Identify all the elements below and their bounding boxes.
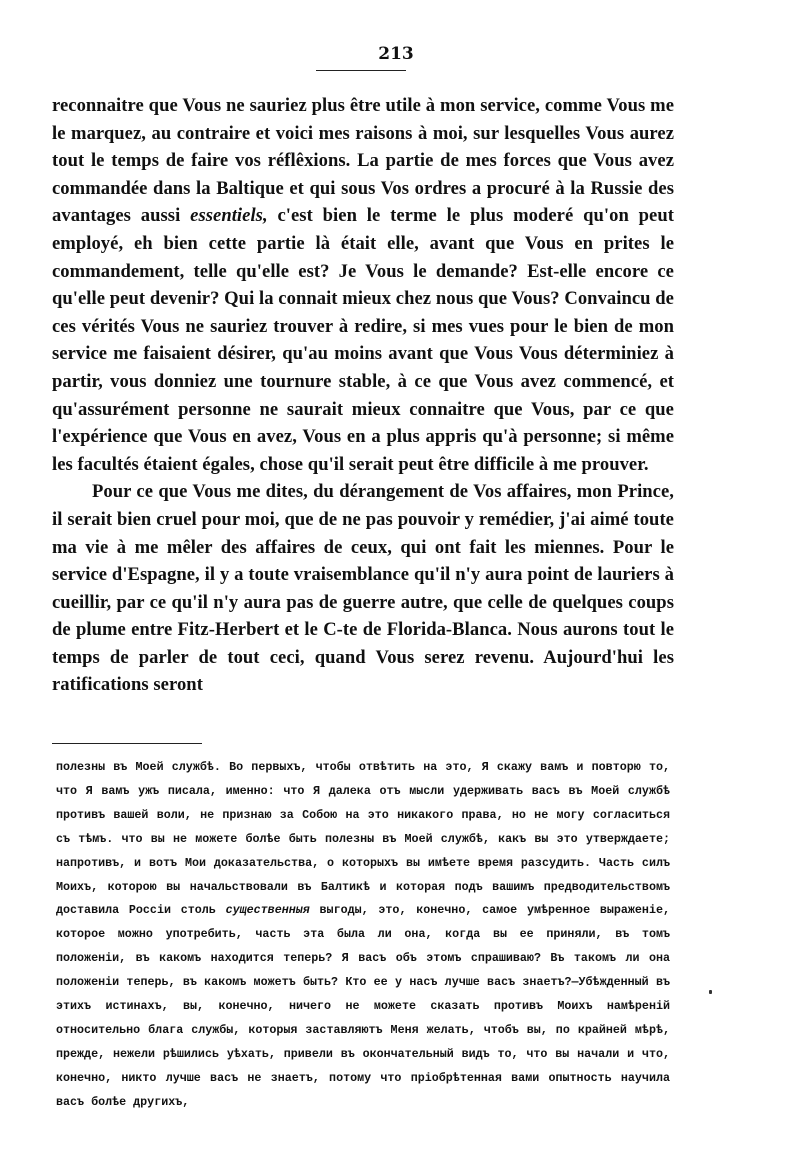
page-number: 213 xyxy=(378,44,414,64)
main-text xyxy=(52,92,674,699)
ink-speck xyxy=(709,990,712,994)
footnote-part-a: полезны въ Моей службѣ. Во первыхъ, чтобы отвѣтить на это, Я скажу вамъ и повторю то, что Я вамъ ужъ писала, именно: что Я далека отъ мысли удерживать васъ въ Моей службѣ противъ вашей воли, не признаю за Собою на это никакого права, но не могу согласиться съ тѣмъ. что вы не можете болѣе быть полезны въ Моей службѣ, какъ вы это утверждаете; напротивъ, и вотъ Мои доказательства, о которыхъ вы имѣете время разсудить. Часть силъ Моихъ, которою вы начальствовали въ Балтикѣ и которая подъ вашимъ предводительствомъ доставила Россіи столь xyxy=(56,760,670,918)
paragraph-2: Pour ce que Vous me dites, du dérangement de Vos affaires, mon Prince, il serait bien cruel pour moi, que de ne pas pouvoir y remédier, j'ai aimé toute ma vie à me mêler des affaires de ceux, qui ont fait les miennes. Pour le service d'Espagne, il y a toute vraisemblance qu'il n'y aura point de lauriers à cueillir, par ce qu'il n'y aura pas de guerre autre, que celle de quelques coups de plume entre Fitz-Herbert et le C-te de Florida-Blanca. Nous aurons tout le temps de parler de tout ceci, quand Vous serez revenu. Aujourd'hui les ratifications seront xyxy=(52,481,674,696)
paragraph-1-part-b: c'est bien le terme le plus moderé qu'on peut employé, eh bien cette partie là était elle, avant que Vous en prites le commandement, telle qu'elle est? Je Vous le demande? Est-elle encore ce qu'elle peut devenir? Qui la connait mieux chez nous que Vous? Convaincu de ces vérités Vous ne sauriez trouver à redire, si mes vues pour le bien de mon service me faisaient désirer, qu'au moins avant que Vous Vous déterminiez à partir, vous donniez une tournure stable, à ce que Vous avez commencé, et qu'assurément personne ne saurait mieux connaitre que Vous, par ce que l'expérience que Vous en avez, Vous en a plus appris qu'à personne; si même les facultés étaient égales, chose qu'il serait peut être difficile à me prouver. xyxy=(52,205,674,475)
paragraph-1 xyxy=(52,92,674,478)
footnote-paragraph xyxy=(56,756,670,1115)
footnote-translation xyxy=(56,756,670,1115)
emphasis-essentiels: essentiels, xyxy=(190,205,268,227)
footnote-part-b: выгоды, это, конечно, самое умѣренное выраженіе, которое можно употребить, часть эта была ли она, когда вы ее приняли, въ томъ положеніи, въ какомъ находится теперь? Я васъ объ этомъ спрашиваю? Въ такомъ ли она положеніи теперь, въ какомъ можетъ быть? Кто ее у насъ лучше васъ знаетъ?—Убѣжденный въ этихъ истинахъ, вы, конечно, ничего не можете сказать противъ Моихъ намѣреній относительно блага службы, которыя заставляютъ Меня желать, чтобъ вы, по крайней мѣрѣ, прежде, нежели рѣшились уѣхать, привели въ окончательный видъ то, что вы начали и что, конечно, никто лучше васъ не знаетъ, потому что пріобрѣтенная вами опытность научила васъ болѣе другихъ, xyxy=(56,903,670,1109)
footnote-separator xyxy=(52,743,202,744)
page-number-rule xyxy=(316,70,406,71)
footnote-emphasis: существенныя xyxy=(225,903,310,918)
paragraph-1-part-a: reconnaitre que Vous ne sauriez plus être utile à mon service, comme Vous me le marquez, au contraire et voici mes raisons à moi, sur lesquelles Vous aurez tout le temps de faire vos réflêxions. La partie de mes forces que Vous avez commandée dans la Baltique et qui sous Vos ordres a procuré à la Russie des avantages aussi xyxy=(52,95,674,227)
